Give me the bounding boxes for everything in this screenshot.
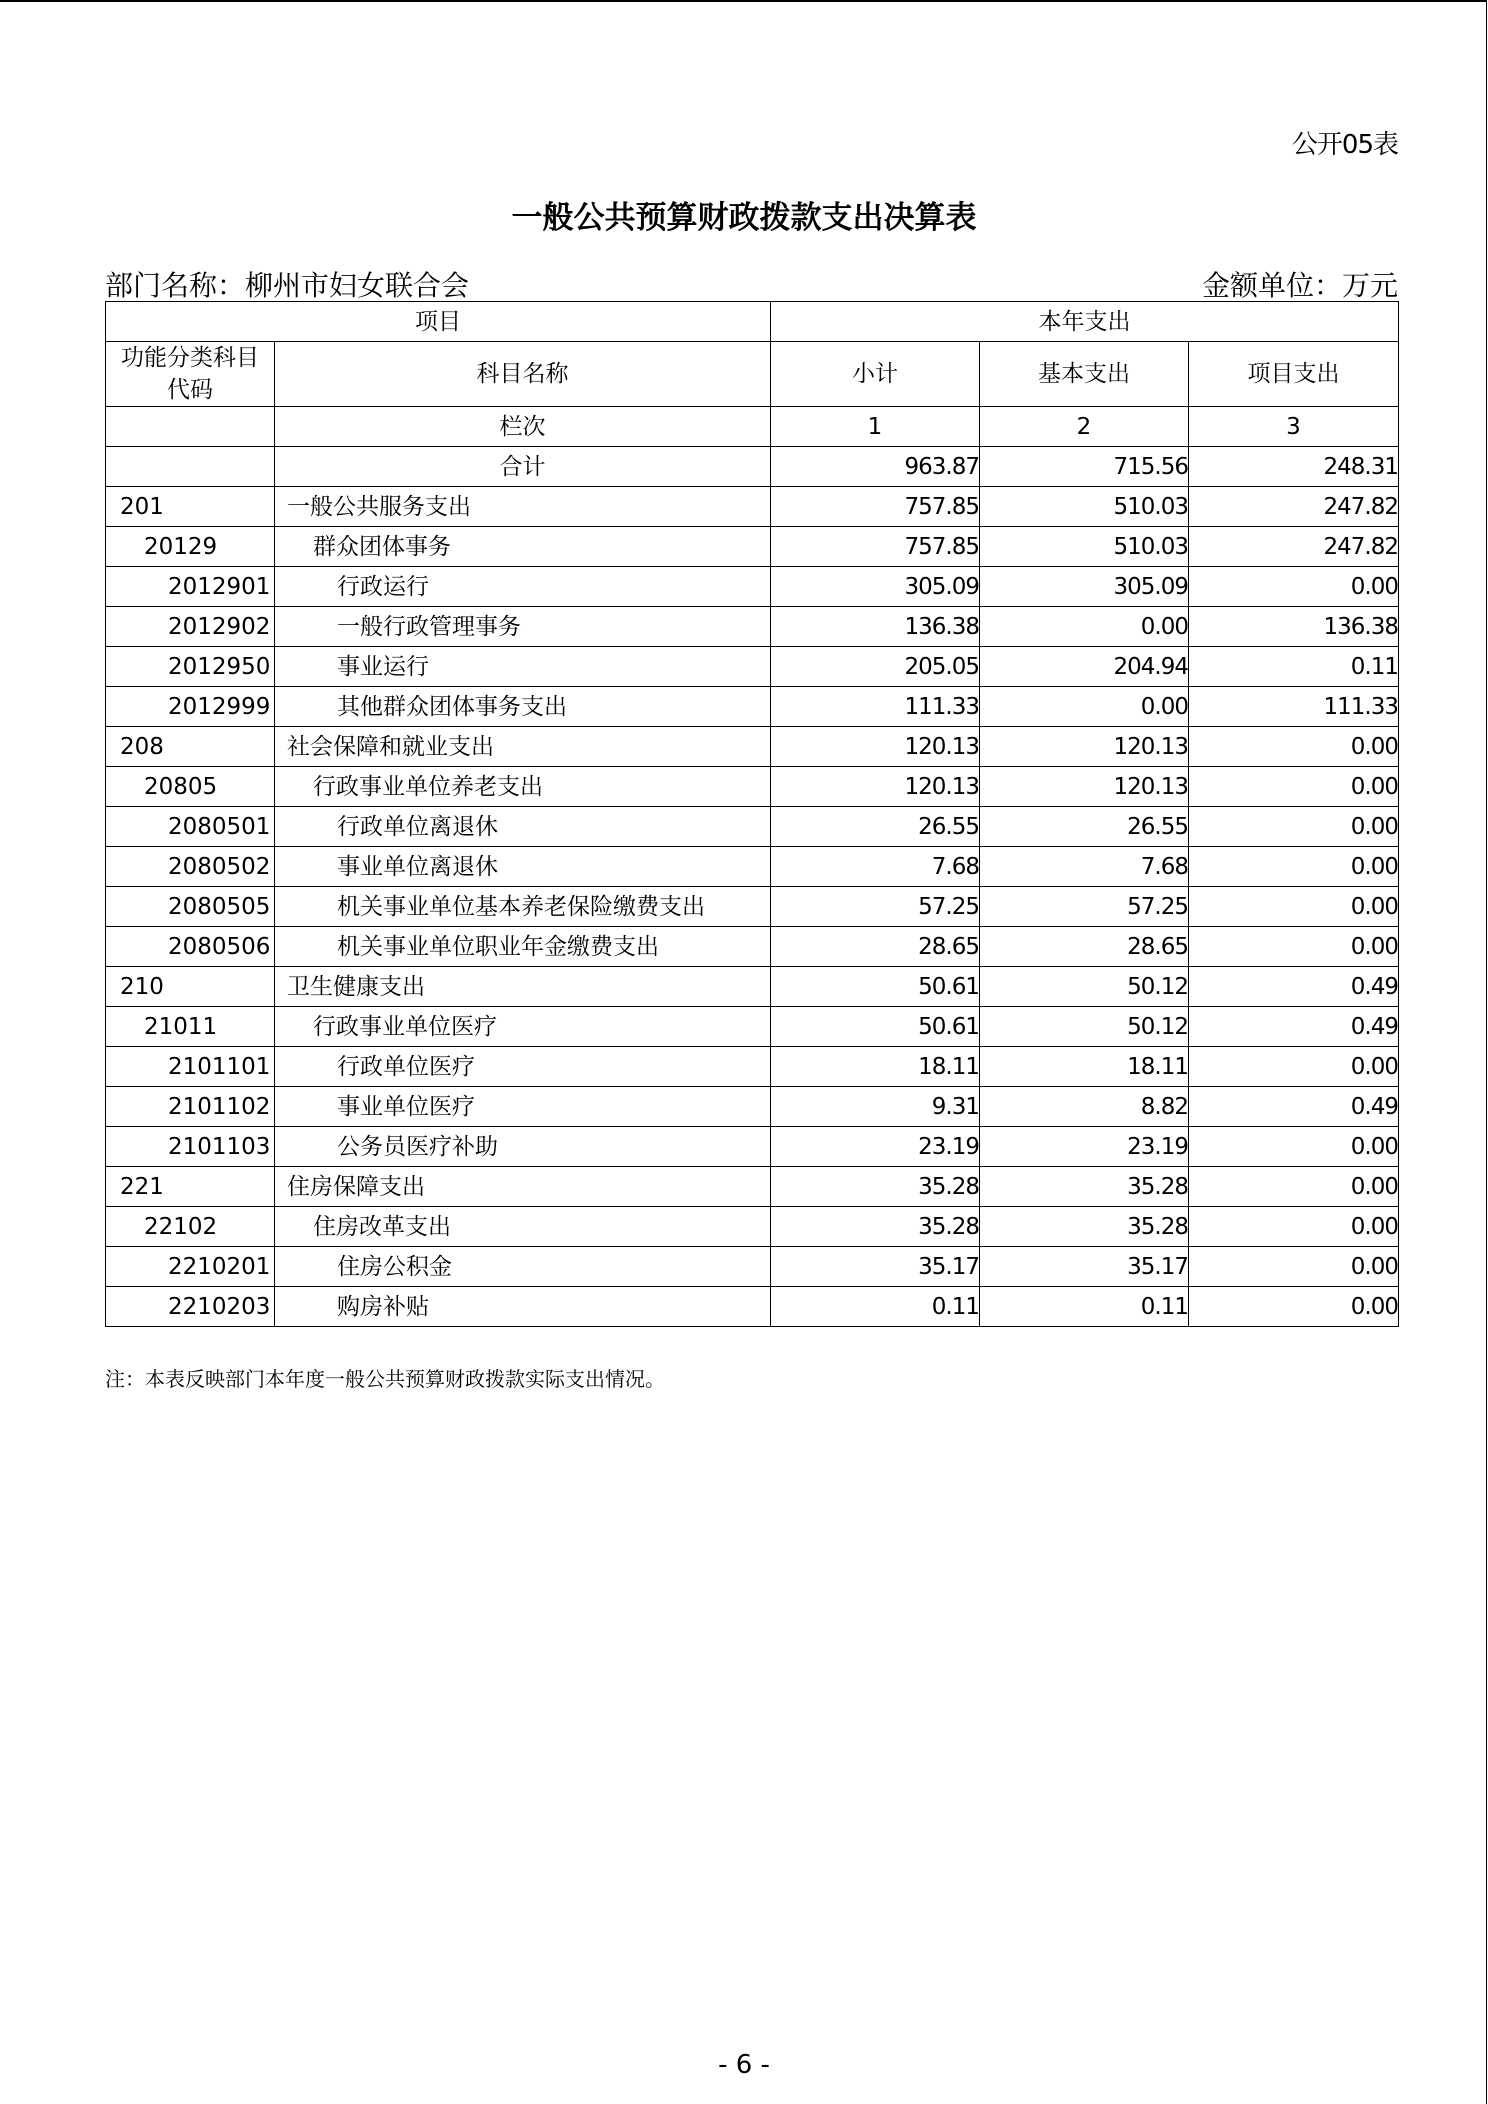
row-subtotal: 57.25	[771, 887, 980, 927]
document-title: 一般公共预算财政拨款支出决算表	[511, 200, 977, 236]
row-code: 208	[106, 727, 275, 767]
group-header-item: 项目	[106, 302, 771, 342]
table-row	[106, 1047, 1399, 1087]
row-basic: 510.03	[980, 527, 1189, 567]
row-subtotal: 120.13	[771, 767, 980, 807]
expenditure-table	[105, 301, 1399, 1327]
table-row	[106, 967, 1399, 1007]
row-basic: 8.82	[980, 1087, 1189, 1127]
table-row	[106, 727, 1399, 767]
row-code: 221	[106, 1167, 275, 1207]
row-basic: 305.09	[980, 567, 1189, 607]
table-row	[106, 767, 1399, 807]
row-project: 0.00	[1189, 1047, 1399, 1087]
column-index-empty	[106, 407, 275, 447]
table-row	[106, 807, 1399, 847]
row-subtotal: 7.68	[771, 847, 980, 887]
row-subtotal: 120.13	[771, 727, 980, 767]
row-code: 2012902	[106, 607, 275, 647]
row-subtotal: 757.85	[771, 487, 980, 527]
row-name: 行政单位医疗	[275, 1047, 771, 1087]
row-name: 社会保障和就业支出	[275, 727, 771, 767]
row-name: 一般行政管理事务	[275, 607, 771, 647]
row-basic: 204.94	[980, 647, 1189, 687]
row-name: 行政单位离退休	[275, 807, 771, 847]
row-subtotal: 305.09	[771, 567, 980, 607]
table-row	[106, 1167, 1399, 1207]
row-name: 群众团体事务	[275, 527, 771, 567]
total-label: 合计	[275, 447, 771, 487]
row-name: 机关事业单位职业年金缴费支出	[275, 927, 771, 967]
row-project: 0.00	[1189, 1287, 1399, 1327]
row-code: 2012950	[106, 647, 275, 687]
page-number: - 6 -	[718, 2050, 770, 2080]
table-row	[106, 647, 1399, 687]
column-header-code: 功能分类科目代码	[106, 342, 275, 407]
row-code: 2210201	[106, 1247, 275, 1287]
row-name: 行政事业单位养老支出	[275, 767, 771, 807]
row-name: 行政事业单位医疗	[275, 1007, 771, 1047]
total-code-empty	[106, 447, 275, 487]
row-name: 住房保障支出	[275, 1167, 771, 1207]
row-project: 0.00	[1189, 807, 1399, 847]
table-row	[106, 527, 1399, 567]
table-row	[106, 487, 1399, 527]
row-basic: 120.13	[980, 727, 1189, 767]
row-name: 事业单位医疗	[275, 1087, 771, 1127]
row-code: 210	[106, 967, 275, 1007]
row-code: 20129	[106, 527, 275, 567]
row-basic: 50.12	[980, 1007, 1189, 1047]
column-header-project: 项目支出	[1189, 342, 1399, 407]
total-project: 248.31	[1189, 447, 1399, 487]
table-row	[106, 1287, 1399, 1327]
row-project: 0.00	[1189, 927, 1399, 967]
row-project: 0.49	[1189, 1007, 1399, 1047]
row-name: 住房公积金	[275, 1247, 771, 1287]
total-subtotal: 963.87	[771, 447, 980, 487]
row-basic: 510.03	[980, 487, 1189, 527]
row-name: 住房改革支出	[275, 1207, 771, 1247]
table-note: 注：本表反映部门本年度一般公共预算财政拨款实际支出情况。	[105, 1367, 665, 1391]
row-code: 2012901	[106, 567, 275, 607]
row-basic: 0.00	[980, 607, 1189, 647]
row-name: 行政运行	[275, 567, 771, 607]
column-index-1: 1	[771, 407, 980, 447]
table-row	[106, 927, 1399, 967]
row-basic: 35.28	[980, 1207, 1189, 1247]
row-subtotal: 111.33	[771, 687, 980, 727]
group-header-current-year: 本年支出	[771, 302, 1399, 342]
row-subtotal: 18.11	[771, 1047, 980, 1087]
row-basic: 0.11	[980, 1287, 1189, 1327]
row-name: 其他群众团体事务支出	[275, 687, 771, 727]
row-subtotal: 26.55	[771, 807, 980, 847]
row-project: 0.00	[1189, 727, 1399, 767]
row-project: 247.82	[1189, 527, 1399, 567]
row-subtotal: 205.05	[771, 647, 980, 687]
row-basic: 120.13	[980, 767, 1189, 807]
row-project: 0.00	[1189, 1127, 1399, 1167]
row-subtotal: 50.61	[771, 967, 980, 1007]
row-subtotal: 0.11	[771, 1287, 980, 1327]
row-basic: 57.25	[980, 887, 1189, 927]
column-header-name: 科目名称	[275, 342, 771, 407]
row-project: 0.11	[1189, 647, 1399, 687]
row-basic: 26.55	[980, 807, 1189, 847]
row-project: 0.00	[1189, 1167, 1399, 1207]
row-code: 2080506	[106, 927, 275, 967]
total-row	[106, 447, 1399, 487]
row-basic: 35.28	[980, 1167, 1189, 1207]
group-header-row	[106, 302, 1399, 342]
table-row	[106, 1247, 1399, 1287]
table-row	[106, 607, 1399, 647]
row-project: 0.49	[1189, 1087, 1399, 1127]
row-project: 0.00	[1189, 1247, 1399, 1287]
row-project: 0.00	[1189, 847, 1399, 887]
table-row	[106, 687, 1399, 727]
column-header-row	[106, 342, 1399, 407]
row-name: 事业运行	[275, 647, 771, 687]
table-row	[106, 1007, 1399, 1047]
row-code: 2080505	[106, 887, 275, 927]
row-basic: 7.68	[980, 847, 1189, 887]
column-index-row	[106, 407, 1399, 447]
row-code: 2101102	[106, 1087, 275, 1127]
row-code: 2080501	[106, 807, 275, 847]
column-header-basic: 基本支出	[980, 342, 1189, 407]
row-basic: 50.12	[980, 967, 1189, 1007]
row-code: 201	[106, 487, 275, 527]
row-project: 111.33	[1189, 687, 1399, 727]
row-basic: 0.00	[980, 687, 1189, 727]
row-subtotal: 23.19	[771, 1127, 980, 1167]
row-project: 0.49	[1189, 967, 1399, 1007]
row-name: 卫生健康支出	[275, 967, 771, 1007]
column-header-subtotal: 小计	[771, 342, 980, 407]
department-name: 部门名称：柳州市妇女联合会	[105, 269, 470, 302]
row-code: 22102	[106, 1207, 275, 1247]
row-project: 247.82	[1189, 487, 1399, 527]
row-subtotal: 9.31	[771, 1087, 980, 1127]
row-name: 公务员医疗补助	[275, 1127, 771, 1167]
row-subtotal: 28.65	[771, 927, 980, 967]
row-subtotal: 757.85	[771, 527, 980, 567]
column-index-3: 3	[1189, 407, 1399, 447]
row-project: 0.00	[1189, 767, 1399, 807]
row-basic: 35.17	[980, 1247, 1189, 1287]
row-code: 2012999	[106, 687, 275, 727]
row-project: 0.00	[1189, 1207, 1399, 1247]
table-row	[106, 567, 1399, 607]
row-name: 事业单位离退休	[275, 847, 771, 887]
row-code: 2210203	[106, 1287, 275, 1327]
table-code: 公开05表	[1291, 130, 1398, 160]
row-project: 0.00	[1189, 887, 1399, 927]
total-basic: 715.56	[980, 447, 1189, 487]
table-row	[106, 1127, 1399, 1167]
row-name: 一般公共服务支出	[275, 487, 771, 527]
row-code: 20805	[106, 767, 275, 807]
column-index-label: 栏次	[275, 407, 771, 447]
row-code: 2101103	[106, 1127, 275, 1167]
row-subtotal: 35.28	[771, 1207, 980, 1247]
row-name: 机关事业单位基本养老保险缴费支出	[275, 887, 771, 927]
column-index-2: 2	[980, 407, 1189, 447]
table-row	[106, 1087, 1399, 1127]
row-code: 2080502	[106, 847, 275, 887]
row-basic: 23.19	[980, 1127, 1189, 1167]
row-subtotal: 35.28	[771, 1167, 980, 1207]
row-subtotal: 35.17	[771, 1247, 980, 1287]
row-project: 0.00	[1189, 567, 1399, 607]
row-basic: 18.11	[980, 1047, 1189, 1087]
table-row	[106, 887, 1399, 927]
row-basic: 28.65	[980, 927, 1189, 967]
table-row	[106, 847, 1399, 887]
row-subtotal: 50.61	[771, 1007, 980, 1047]
row-subtotal: 136.38	[771, 607, 980, 647]
row-code: 21011	[106, 1007, 275, 1047]
row-project: 136.38	[1189, 607, 1399, 647]
row-code: 2101101	[106, 1047, 275, 1087]
row-name: 购房补贴	[275, 1287, 771, 1327]
table-row	[106, 1207, 1399, 1247]
amount-unit: 金额单位：万元	[1201, 269, 1398, 302]
